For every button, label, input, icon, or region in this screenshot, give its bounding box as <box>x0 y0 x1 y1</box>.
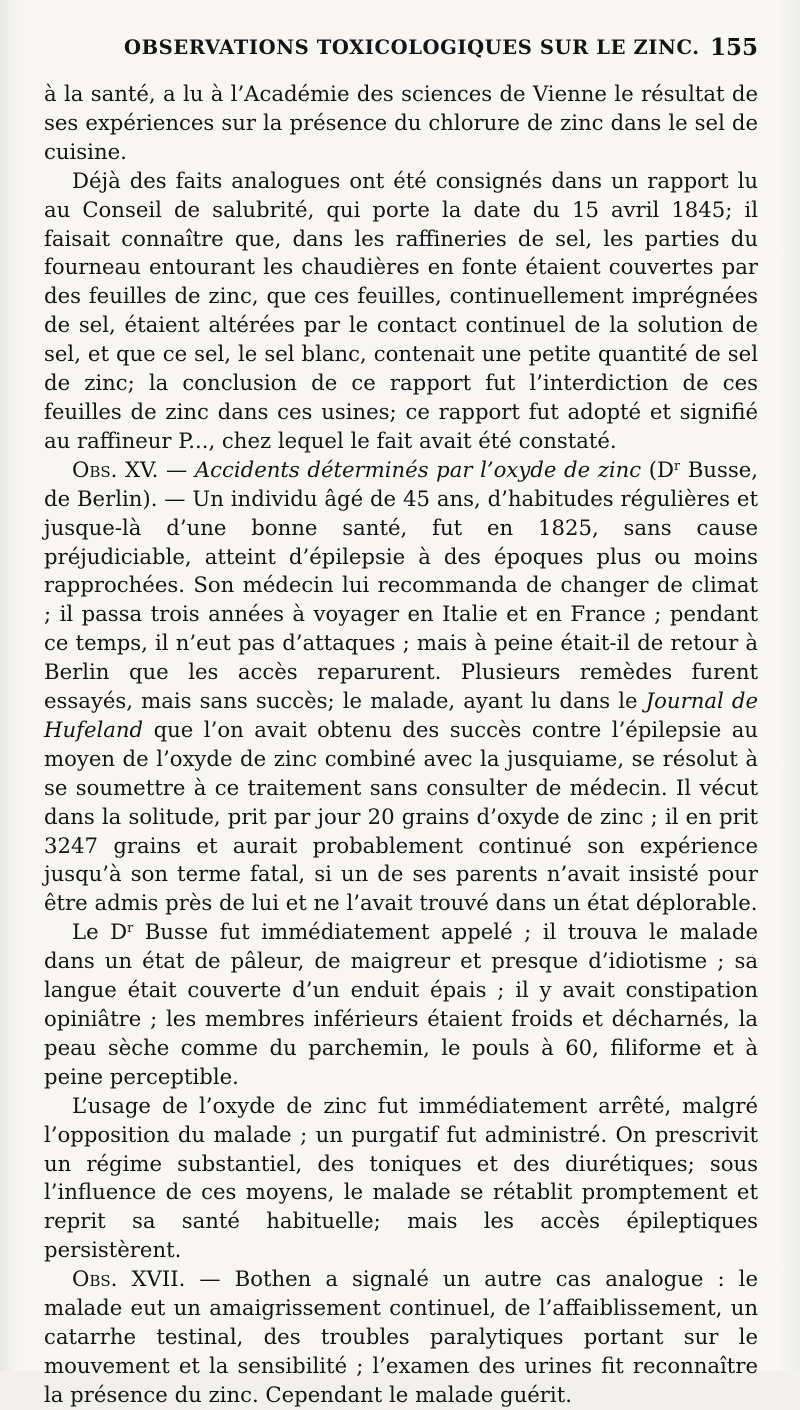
observation-text: — Bothen a signalé un autre cas analogue : le malade eut un amaigrissement continuel, de l’affaiblissement, un catarrhe testinal, des troubles paralytiques portant sur le mouvement et la sensibilité ; l’examen des urines fit reconnaître la présence du zinc. Cependant le malade guérit. <box>44 1266 758 1407</box>
paragraph-2: Déjà des faits analogues ont été consignés dans un rapport lu au Conseil de salubrité, qui porte la date du 15 avril 1845; il faisait connaître que, dans les raffineries de sel, les parties du fourneau entourant les chaudières en fonte étaient couvertes par des feuilles de zinc, que ces feuilles, continuellement imprégnées de sel, étaient altérées par le contact continuel de la solution de sel, et que ce sel, le sel blanc, contenait une petite quantité de sel de zinc; la conclusion de ce rapport fut l’interdiction de ces feuilles de zinc dans ces usines; ce rapport fut adopté et signifié au raffineur P..., chez lequel le fait avait été constaté. <box>44 167 758 453</box>
paragraph-obs-17 <box>44 1265 758 1410</box>
paragraph-5: L’usage de l’oxyde de zinc fut immédiatement arrêté, malgré l’opposition du malade ; un purgatif fut administré. On prescrivit un régime substantiel, des toniques et des diurétiques; sous l’influence de ces moyens, le malade se rétablit promptement et reprit sa santé habituelle; mais les accès épileptiques persistèrent. <box>44 1092 758 1263</box>
observation-author-prefix: (D <box>641 456 675 482</box>
observation-label: Obs. XV. <box>72 456 159 482</box>
paragraph-4-start: Le D <box>72 919 128 945</box>
observation-dash: — <box>158 456 195 482</box>
observation-text-continued: que l’on avait obtenu des succès contre l’épilepsie au moyen de l’oxyde de zinc combiné avec la jusquiame, se résolut à se soumettre à ce traitement sans consulter de médecin. Il vécut dans la solitude, prit par jour 20 grains d’oxyde de zinc ; il en prit 3247 grains et aurait probablement continué son expérience jusqu’à son terme fatal, si un de ses parents n’avait insisté pour être admis près de lui et ne l’avait trouvé dans un état déplorable. <box>44 716 758 916</box>
paragraph-obs-15 <box>44 456 758 919</box>
page-number: 155 <box>709 34 758 61</box>
paragraph-1: à la santé, a lu à l’Académie des sciences de Vienne le résultat de ses expériences sur la présence du chlorure de zinc dans le sel de cuisine. <box>44 81 758 164</box>
page-body <box>44 80 758 1410</box>
journal-title: Journal de Hufeland <box>44 688 758 742</box>
paragraph-4 <box>44 918 758 1091</box>
running-title: OBSERVATIONS TOXICOLOGIQUES SUR LE ZINC. <box>124 36 700 59</box>
superscript-r: r <box>674 457 681 473</box>
observation-title: Accidents déterminés par l’oxyde de zinc <box>194 456 642 482</box>
paragraph-4-text: Busse fut immédiatement appelé ; il trouva le malade dans un état de pâleur, de maigreur et presque d’idiotisme ; sa langue était couverte d’un enduit épais ; il y avait constipation opiniâtre ; les membres inférieurs étaient froids et décharnés, la peau sèche comme du parchemin, le pouls à 60, filiforme et à peine perceptible. <box>44 919 759 1089</box>
page-header <box>44 34 760 68</box>
superscript-r: r <box>127 920 134 936</box>
observation-text: Busse, de Berlin). — Un individu âgé de 45 ans, d’habitudes régulières et jusque-là d’une bonne santé, fut en 1825, sans cause préjudiciable, atteint d’épilepsie à des époques plus ou moins rapprochées. Son médecin lui recommanda de changer de climat ; il passa trois années à voyager en Italie et en France ; pendant ce temps, il n’eut pas d’attaques ; mais à peine était-il de retour à Berlin que les accès reparurent. Plusieurs remèdes furent essayés, mais sans succès; le malade, ayant lu dans le <box>44 456 758 714</box>
observation-label: Obs. XVII. <box>72 1266 186 1292</box>
